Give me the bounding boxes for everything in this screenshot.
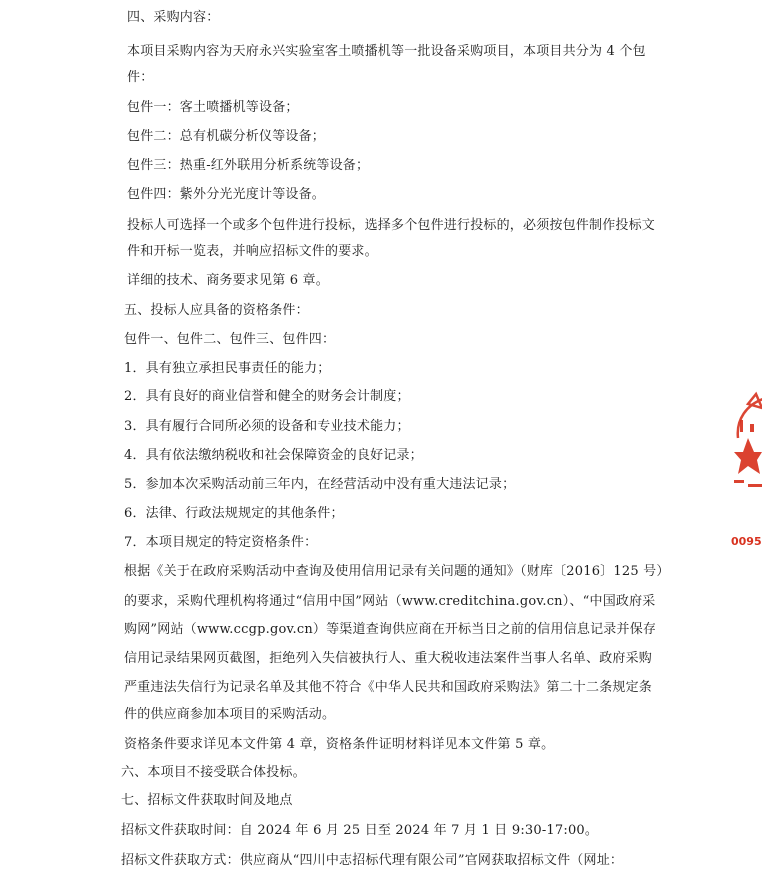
paragraph-line: 包件一、包件二、包件三、包件四： [124, 332, 336, 347]
red-seal-stamp [726, 380, 762, 560]
section-heading-qualification: 五、投标人应具备的资格条件： [124, 303, 309, 318]
paragraph-line: 购网”网站（www.ccgp.gov.cn）等渠道查询供应商在开标当日之前的信用信息记录并保存 [124, 622, 657, 637]
qualification-item: 1．具有独立承担民事责任的能力； [124, 361, 331, 376]
lot-item: 包件二：总有机碳分析仪等设备； [127, 129, 326, 144]
section-heading-document-access: 七、招标文件获取时间及地点 [121, 793, 293, 808]
paragraph-line: 根据《关于在政府采购活动中查询及使用信用记录有关问题的通知》（财库〔2016〕125 号） [124, 564, 670, 579]
paragraph-line: 招标文件获取方式：供应商从“四川中志招标代理有限公司”官网获取招标文件（网址： [121, 853, 624, 868]
lot-item: 包件三：热重-红外联用分析系统等设备； [127, 158, 370, 173]
qualification-item: 5．参加本次采购活动前三年内，在经营活动中没有重大违法记录； [124, 477, 516, 492]
seal-code: 0095 [731, 535, 762, 548]
paragraph-line: 详细的技术、商务要求见第 6 章。 [127, 273, 329, 288]
paragraph-line: 信用记录结果网页截图，拒绝列入失信被执行人、重大税收违法案件当事人名单、政府采购 [124, 651, 653, 666]
qualification-item: 4．具有依法缴纳税收和社会保障资金的良好记录； [124, 448, 423, 463]
lot-item: 包件四：紫外分光光度计等设备。 [127, 187, 326, 202]
paragraph-line: 的要求，采购代理机构将通过“信用中国”网站（www.creditchina.gov.cn）、“中国政府采 [124, 594, 656, 609]
qualification-item: 2．具有良好的商业信誉和健全的财务会计制度； [124, 389, 410, 404]
paragraph-line: 件和开标一览表，并响应招标文件的要求。 [127, 244, 378, 259]
paragraph-line: 投标人可选择一个或多个包件进行投标，选择多个包件进行投标的，必须按包件制作投标文 [127, 218, 656, 233]
qualification-item: 6．法律、行政法规规定的其他条件； [124, 506, 344, 521]
paragraph-line: 本项目采购内容为天府永兴实验室客土喷播机等一批设备采购项目，本项目共分为 4 个包 [127, 44, 646, 59]
section-heading-consortium: 六、本项目不接受联合体投标。 [121, 765, 306, 780]
qualification-item: 7．本项目规定的特定资格条件： [124, 535, 318, 550]
paragraph-line: 资格条件要求详见本文件第 4 章，资格条件证明材料详见本文件第 5 章。 [124, 737, 555, 752]
paragraph-line: 招标文件获取时间：自 2024 年 6 月 25 日至 2024 年 7 月 1 日 9:30-17:00。 [121, 823, 599, 838]
paragraph-line: 严重违法失信行为记录名单及其他不符合《中华人民共和国政府采购法》第二十二条规定条 [124, 680, 653, 695]
qualification-item: 3．具有履行合同所必须的设备和专业技术能力； [124, 419, 410, 434]
paragraph-line: 件的供应商参加本项目的采购活动。 [124, 707, 336, 722]
lot-item: 包件一：客土喷播机等设备； [127, 100, 299, 115]
section-heading-procurement: 四、采购内容： [127, 10, 220, 25]
paragraph-line: 件： [127, 70, 154, 85]
